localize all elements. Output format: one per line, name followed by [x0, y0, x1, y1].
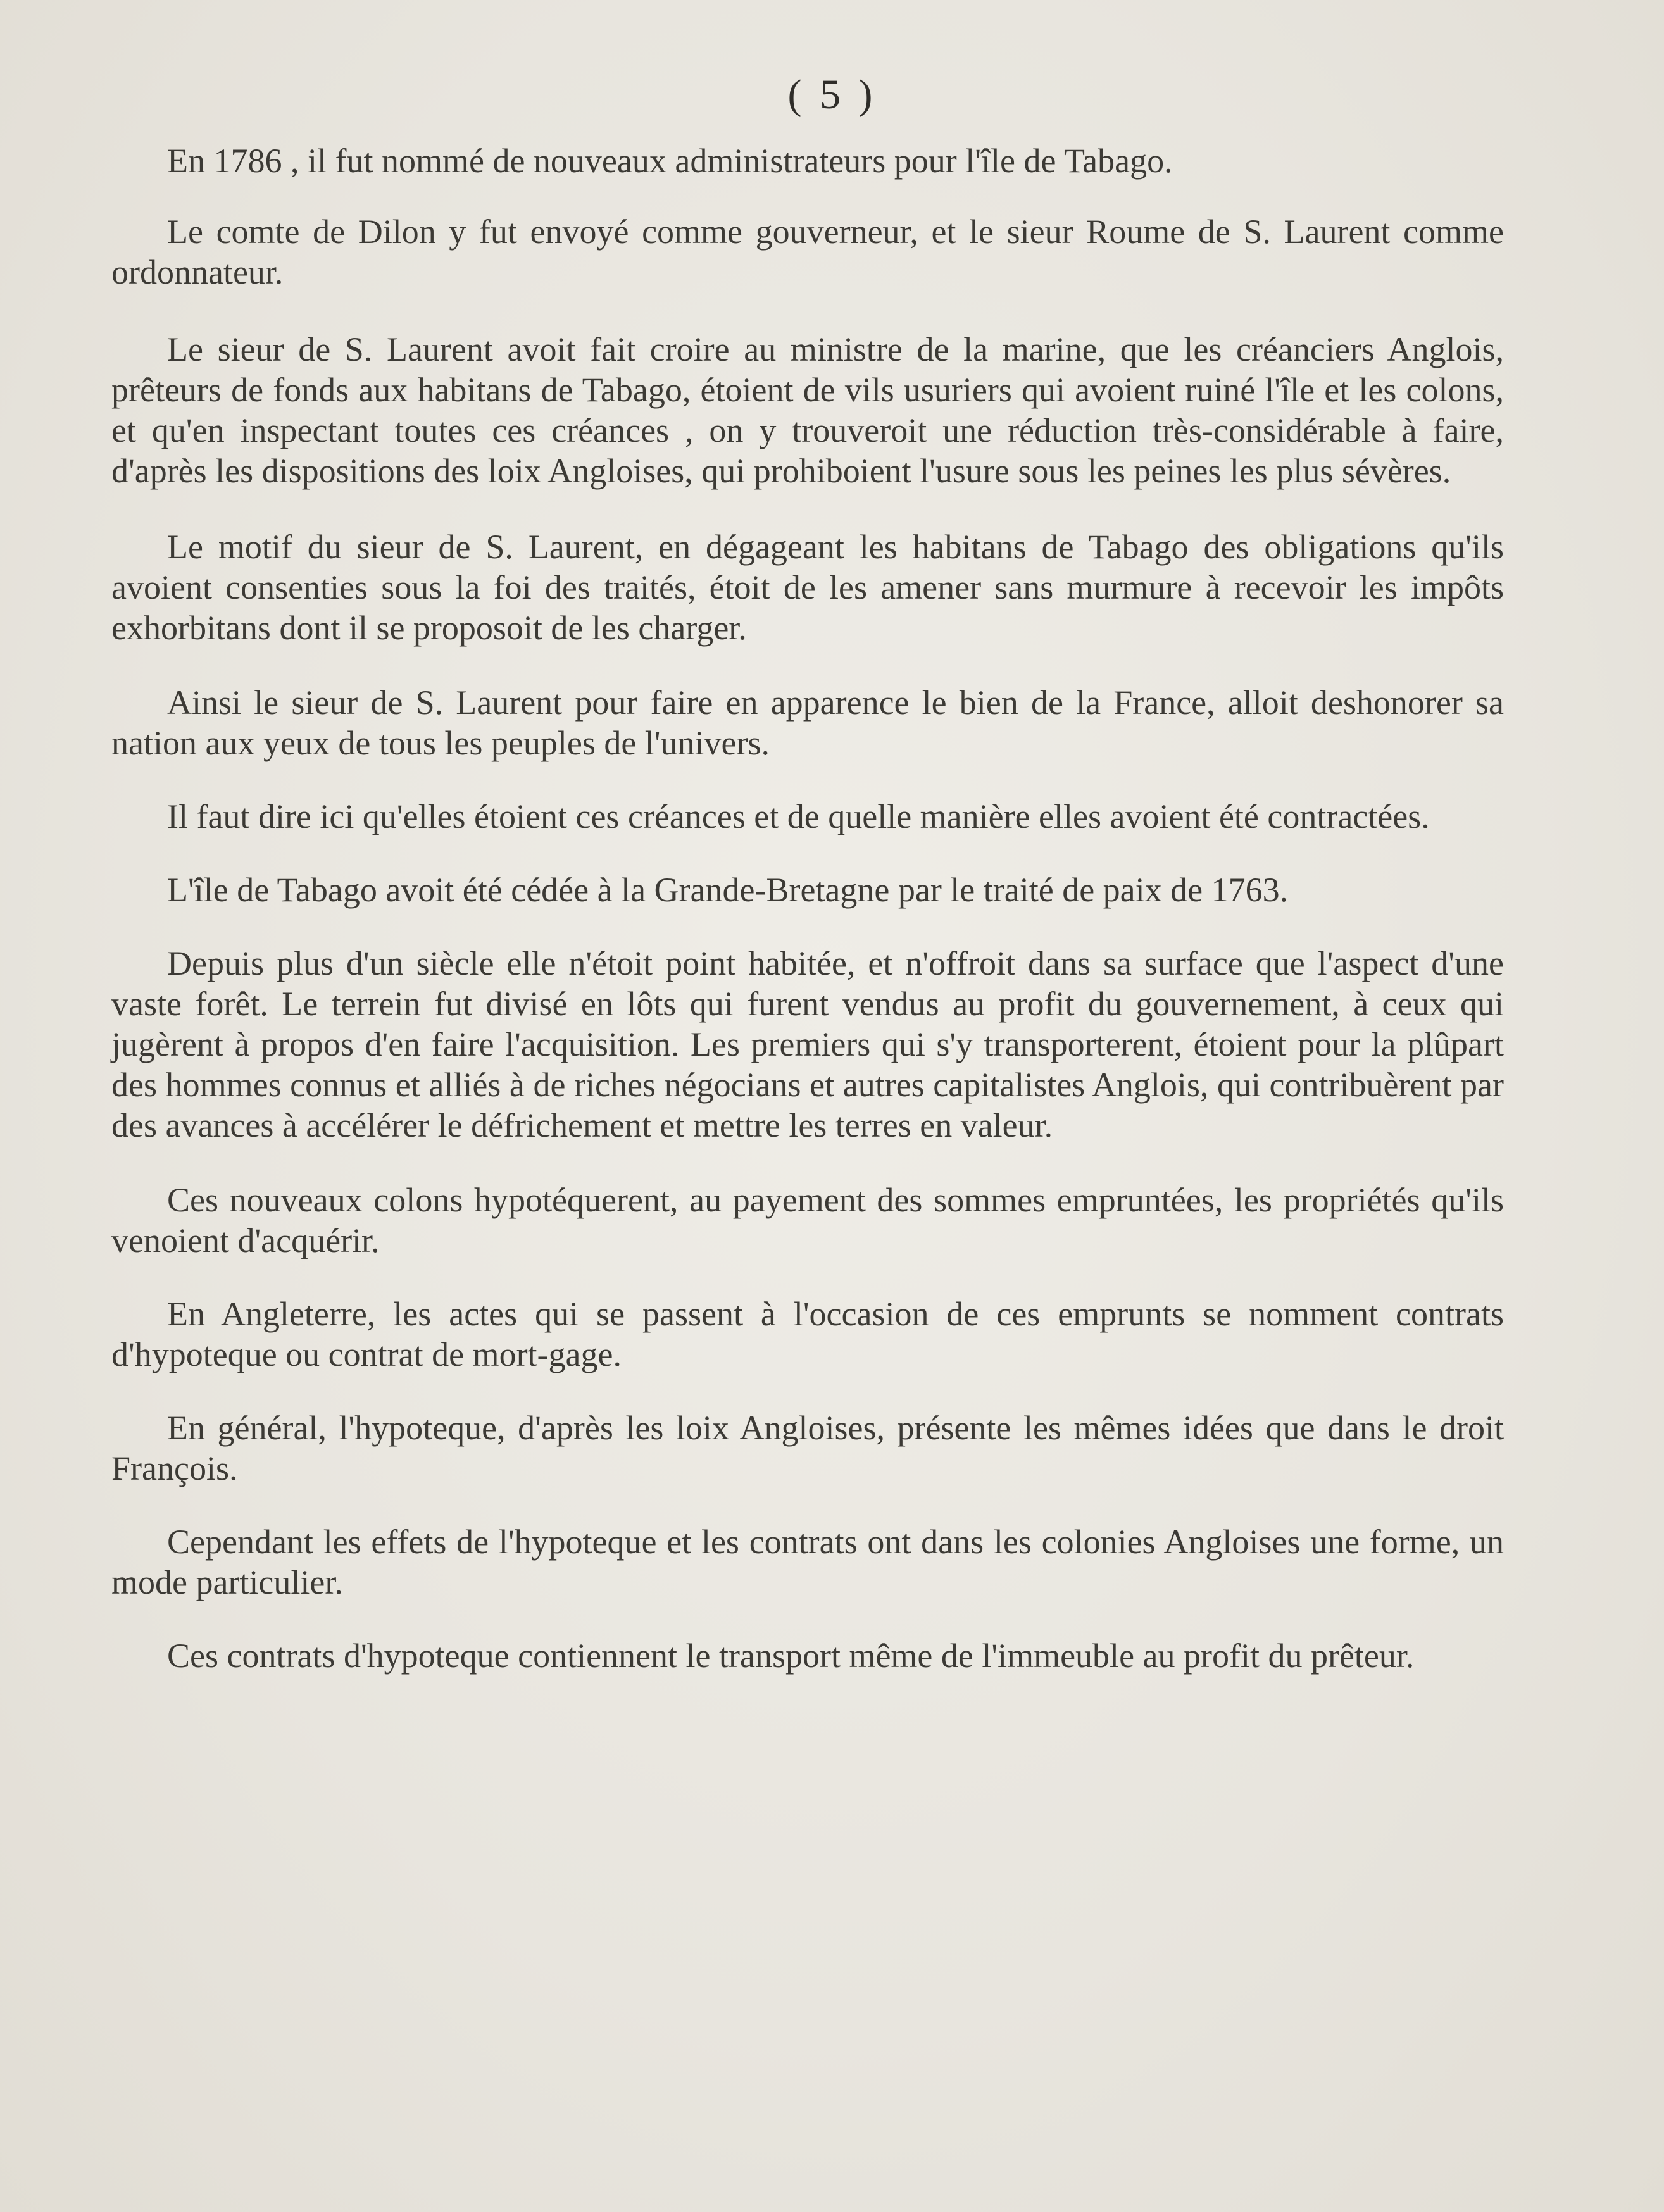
paragraph: Ces nouveaux colons hypotéquerent, au payement des sommes empruntées, les propriétés qu'ils venoient d'acquérir.	[111, 1181, 1504, 1259]
paragraph: Ainsi le sieur de S. Laurent pour faire en apparence le bien de la France, alloit deshonorer sa nation aux yeux de tous les peuples de l'univers.	[111, 684, 1504, 762]
paragraph: Ces contrats d'hypoteque contiennent le transport même de l'immeuble au profit du prêteur.	[167, 1637, 1415, 1675]
paragraph: Depuis plus d'un siècle elle n'étoit point habitée, et n'offroit dans sa surface que l'aspect d'une vaste forêt. Le terrein fut divisé en lôts qui furent vendus au profit du gouvernement, à ceux qui jugèrent à propos d'en faire l'acquisition. Les premiers qui s'y transporterent, étoient pour la plûpart des hommes connus et alliés à de riches négocians et autres capitalistes Anglois, qui contribuèrent par des avances à accélérer le défrichement et mettre les terres en valeur.	[111, 944, 1504, 1144]
paragraph: Le sieur de S. Laurent avoit fait croire au ministre de la marine, que les créanciers Anglois, prêteurs de fonds aux habitans de Tabago, étoient de vils usuriers qui avoient ruiné l'île et les colons, et qu'en inspectant toutes ces créances , on y trouveroit une réduction très-considérable à faire, d'après les dispositions des loix Angloises, qui prohiboient l'usure sous les peines les plus sévères.	[111, 330, 1504, 490]
paragraph: Le motif du sieur de S. Laurent, en dégageant les habitans de Tabago des obligations qu'ils avoient consenties sous la foi des traités, étoit de les amener sans murmure à recevoir les impôts exhorbitans dont il se proposoit de les charger.	[111, 528, 1504, 647]
paragraph: En 1786 , il fut nommé de nouveaux administrateurs pour l'île de Tabago.	[167, 142, 1173, 180]
paragraph: Le comte de Dilon y fut envoyé comme gouverneur, et le sieur Roume de S. Laurent comme ordonnateur.	[111, 213, 1504, 291]
paragraph: En général, l'hypoteque, d'après les loix Angloises, présente les mêmes idées que dans le droit François.	[111, 1409, 1504, 1487]
page-number: ( 5 )	[787, 72, 877, 118]
paragraph: En Angleterre, les actes qui se passent à l'occasion de ces emprunts se nomment contrats d'hypoteque ou contrat de mort-gage.	[111, 1295, 1504, 1373]
body-text	[111, 141, 1504, 1676]
paragraph: Cependant les effets de l'hypoteque et les contrats ont dans les colonies Angloises une forme, un mode particulier.	[111, 1523, 1504, 1601]
paragraph: L'île de Tabago avoit été cédée à la Grande-Bretagne par le traité de paix de 1763.	[167, 871, 1289, 909]
paragraph: Il faut dire ici qu'elles étoient ces créances et de quelle manière elles avoient été contractées.	[167, 797, 1430, 835]
